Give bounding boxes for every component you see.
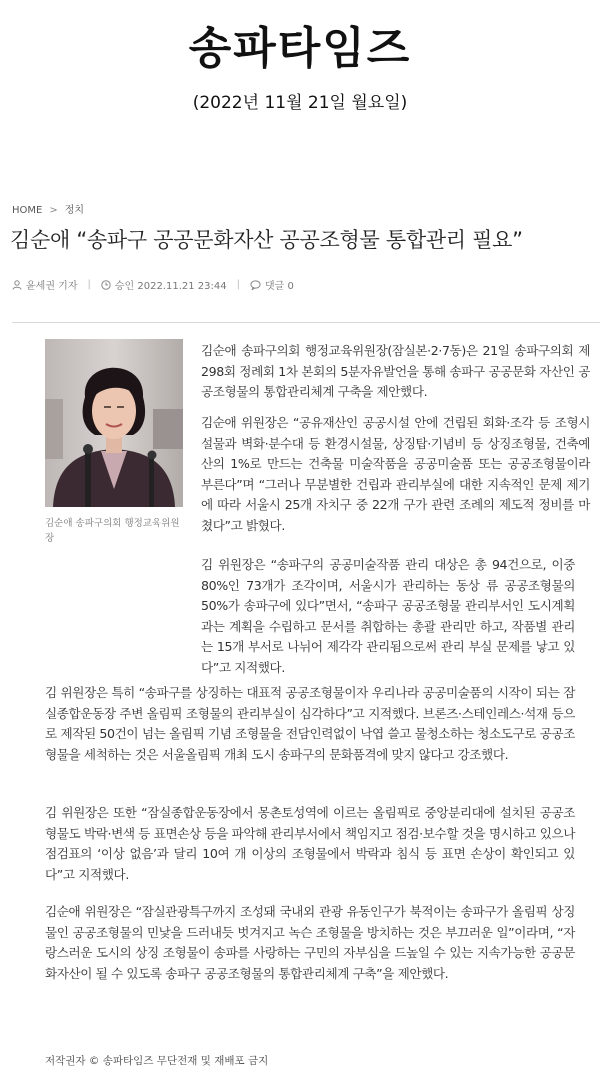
comment-icon xyxy=(250,280,261,290)
article-paragraph-2: 김순애 위원장은 “공유재산인 공공시설 안에 건립된 회화·조각 등 조형시설물과 벽화·분수대 등 환경시설물, 상징탑·기념비 등 상징조형물, 건축예산의 1%로 만드는 건축물 미술작품을 공공미술품 또는 공공조형물이라 부른다”며 “그러나 무분별한 건립과 관리부실에 대한 지속적인 문제 제기에 따라 서울시 25개 자치구 중 22개 구가 관련 조례의 제도적 정비를 마쳤다”고 밝혔다. xyxy=(201,415,590,533)
photo-caption: 김순애 송파구의회 행정교육위원장 xyxy=(45,518,180,544)
meta-divider-line xyxy=(12,322,600,323)
meta-divider: | xyxy=(236,279,240,290)
comments-link[interactable] xyxy=(250,277,294,292)
portrait-image xyxy=(45,339,183,507)
comment-count: 댓글 0 xyxy=(265,281,294,292)
approved-info xyxy=(101,277,227,292)
author-info[interactable] xyxy=(12,277,77,292)
article-meta xyxy=(12,277,294,292)
article-paragraph-6: 김순애 위원장은 “잠실관광특구까지 조성돼 국내외 관광 유동인구가 북적이는 송파구가 올림픽 상징물인 공공조형물의 민낯을 드러내듯 벗겨지고 녹슨 조형물을 방치하는 것은 부끄러운 일”이라며, “자랑스러운 도시의 상징 조형물이 송파를 사랑하는 구민의 자부심을 드높일 수 있는 지속가능한 공공문화자산이 될 수 있도록 송파구 공공조형물의 통합관리체계 구축”을 제안했다. xyxy=(45,904,575,981)
breadcrumb-home[interactable]: HOME xyxy=(12,205,43,216)
article-photo[interactable] xyxy=(45,339,183,507)
article-paragraph-1: 김순애 송파구의회 행정교육위원장(잠실본·2·7동)은 21일 송파구의회 제298회 정례회 1차 본회의 5분자유발언을 통해 송파구 공공문화 자산인 공공조형물의 통합관리체계 구축을 제안했다. xyxy=(201,343,590,399)
breadcrumb xyxy=(12,201,84,216)
paragraph-3-text: 김 위원장은 “송파구의 공공미술작품 관리 대상은 총 94건으로, 이중 80%인 73개가 조각이며, 서울시가 관리하는 동상 류 공공조형물의 50%가 송파구에 있다”면서, “송파구 공공조형물 관리부서인 도시계획과는 계획을 수립하고 문서를 취합하는 총괄 관리만 하고, 작품별 관리는 15개 부서로 나뉘어 제각각 관리됨으로써 관리 부실 문제를 낳고 있다”고 지적했다. xyxy=(201,557,575,675)
publication-date: (2022년 11월 21일 월요일) xyxy=(192,93,408,113)
clock-icon xyxy=(101,280,111,290)
breadcrumb-separator: > xyxy=(49,205,58,216)
article-paragraph-4: 김 위원장은 특히 “송파구를 상징하는 대표적 공공조형물이자 우리나라 공공미술품의 시작이 되는 잠실종합운동장 주변 올림픽 조형물의 관리부실이 심각하다”고 지적했다. 브론즈·스테인레스·석재 등으로 제작된 50건이 넘는 올림픽 기념 조형물을 전담인력없이 낙엽 쓸고 물청소하는 청소도구로 공공조형물을 세척하는 것은 서울올림픽 개최 도시 송파구의 문화품격에 맞지 않다고 강조했다. xyxy=(45,685,575,762)
copyright-notice: 저작권자 © 송파타임즈 무단전재 및 재배포 금지 xyxy=(45,1055,269,1067)
author-name: 윤세권 기자 xyxy=(26,281,78,292)
article-paragraph-3 xyxy=(45,555,575,678)
approved-datetime: 승인 2022.11.21 23:44 xyxy=(114,281,227,292)
masthead-title: 송파타임즈 xyxy=(188,23,412,74)
user-icon xyxy=(12,280,22,290)
article-paragraph-5: 김 위원장은 또한 “잠실종합운동장에서 몽촌토성역에 이르는 올림픽로 중앙분리대에 설치된 공공조형물도 박락·변색 등 표면손상 등을 파악해 관리부서에서 책임지고 점검·보수할 것을 명시하고 있으나 점검표의 ‘이상 없음’과 달리 10여 개 이상의 조형물에서 박락과 침식 등 표면 손상이 확인되고 있다”고 지적했다. xyxy=(45,805,575,882)
meta-divider: | xyxy=(87,279,91,290)
article-headline: 김순애 “송파구 공공문화자산 공공조형물 통합관리 필요” xyxy=(10,228,523,252)
breadcrumb-section[interactable]: 정치 xyxy=(64,205,85,216)
